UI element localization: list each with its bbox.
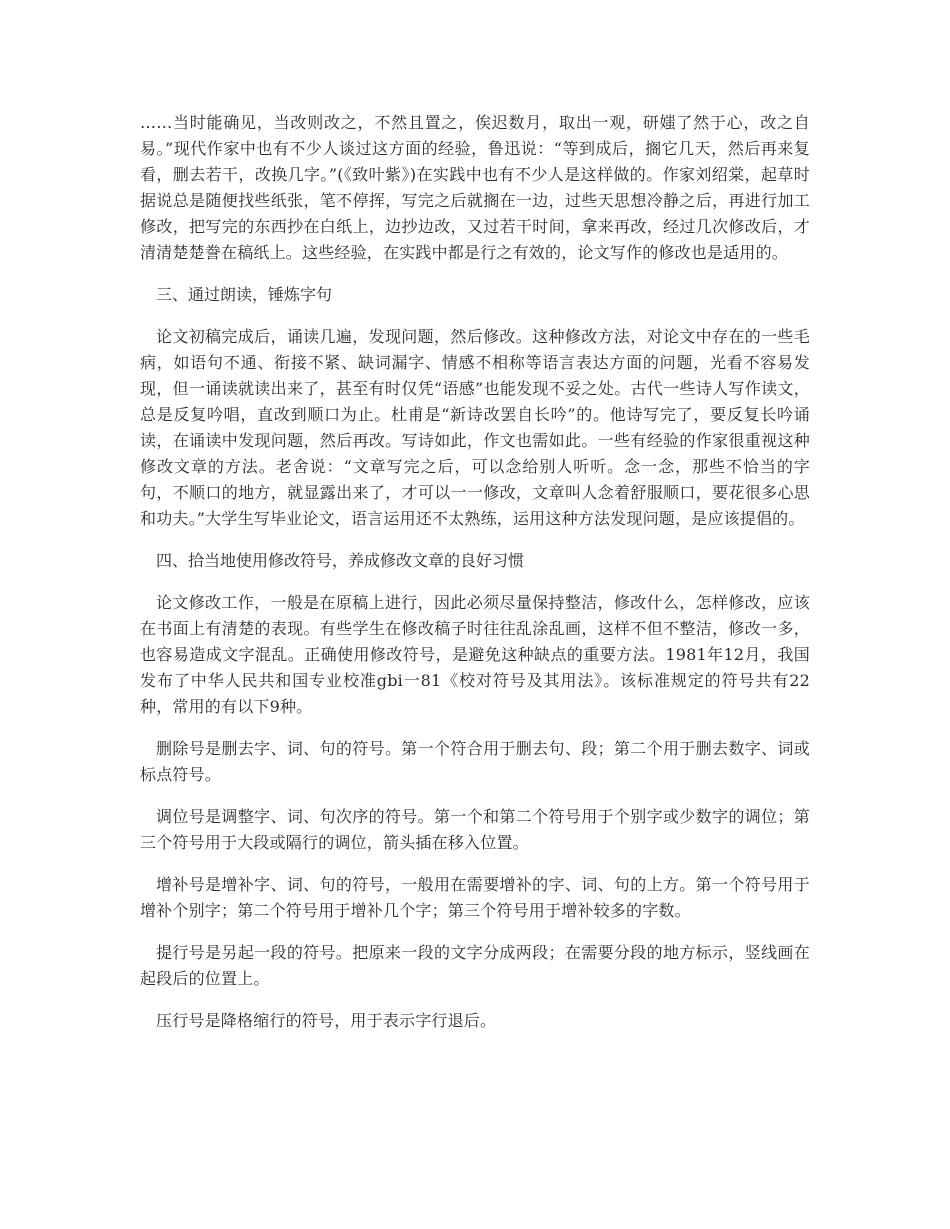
paragraph-new-paragraph-mark: 提行号是另起一段的符号。把原来一段的文字分成两段；在需要分段的地方标示，竖线画在起段后的位置上。	[140, 943, 810, 988]
paragraph-deletion-mark: 删除号是删去字、词、句的符号。第一个符合用于删去句、段；第二个用于删去数字、词或标点符号。	[140, 739, 810, 784]
paragraph-reading-aloud: 论文初稿完成后，诵读几遍，发现问题，然后修改。这种修改方法，对论文中存在的一些毛病，如语句不通、衔接不紧、缺词漏字、情感不相称等语言表达方面的问题，光看不容易发现，但一诵读就读出来了，甚至有时仅凭“语感”也能发现不妥之处。古代一些诗人写作读文，总是反复吟唱，直改到顺口为止。杜甫是“新诗改罢自长吟”的。他诗写完了，要反复长吟诵读，在诵读中发现问题，然后再改。写诗如此，作文也需如此。一些有经验的作家很重视这种修改文章的方法。老舍说：“文章写完之后，可以念给别人听听。念一念，那些不恰当的字句，不顺口的地方，就显露出来了，才可以一一修改，文章叫人念着舒服顺口，要花很多心思和功夫。”大学生写毕业论文，语言运用还不太熟练，运用这种方法发现问题，是应该提倡的。	[140, 327, 810, 528]
document-page	[140, 110, 810, 1050]
section-heading-revision-symbols: 四、拾当地使用修改符号，养成修改文章的良好习惯	[156, 551, 525, 570]
paragraph-transposition-mark: 调位号是调整字、词、句次序的符号。第一个和第二个符号用于个别字或少数字的调位；第三个符号用于大段或隔行的调位，箭头插在移入位置。	[140, 807, 810, 852]
paragraph-indent-mark: 压行号是降格缩行的符号，用于表示字行退后。	[156, 1011, 497, 1030]
paragraph-revision-experience: ……当时能确见，当改则改之，不然且置之，俟迟数月，取出一观，研媸了然于心，改之自易。”现代作家中也有不少人谈过这方面的经验，鲁迅说：“等到成后，搁它几天，然后再来复看，删去若干，改换几字。”(《致叶紫》)在实践中也有不少人是这样做的。作家刘绍棠，起草时据说总是随便找些纸张，笔不停挥，写完之后就搁在一边，过些天思想冷静之后，再进行加工修改，把写完的东西抄在白纸上，边抄边改，又过若干时间，拿来再改，经过几次修改后，才清清楚楚誊在稿纸上。这些经验，在实践中都是行之有效的，论文写作的修改也是适用的。	[140, 113, 810, 262]
section-heading-reading-aloud: 三、通过朗读，锤炼字句	[156, 285, 333, 304]
paragraph-insertion-mark: 增补号是增补字、词、句的符号，一般用在需要增补的字、词、句的上方。第一个符号用于增补个别字；第二个符号用于增补几个字；第三个符号用于增补较多的字数。	[140, 875, 810, 920]
paragraph-revision-symbols: 论文修改工作，一般是在原稿上进行，因此必须尽量保持整洁，修改什么，怎样修改，应该在书面上有清楚的表现。有些学生在修改稿子时往往乱涂乱画，这样不但不整洁，修改一多，也容易造成文字混乱。正确使用修改符号，是避免这种缺点的重要方法。1981年12月，我国发布了中华人民共和国专业校准gbi一81《校对符号及其用法》。该标准规定的符号共有22种，常用的有以下9种。	[140, 593, 810, 716]
